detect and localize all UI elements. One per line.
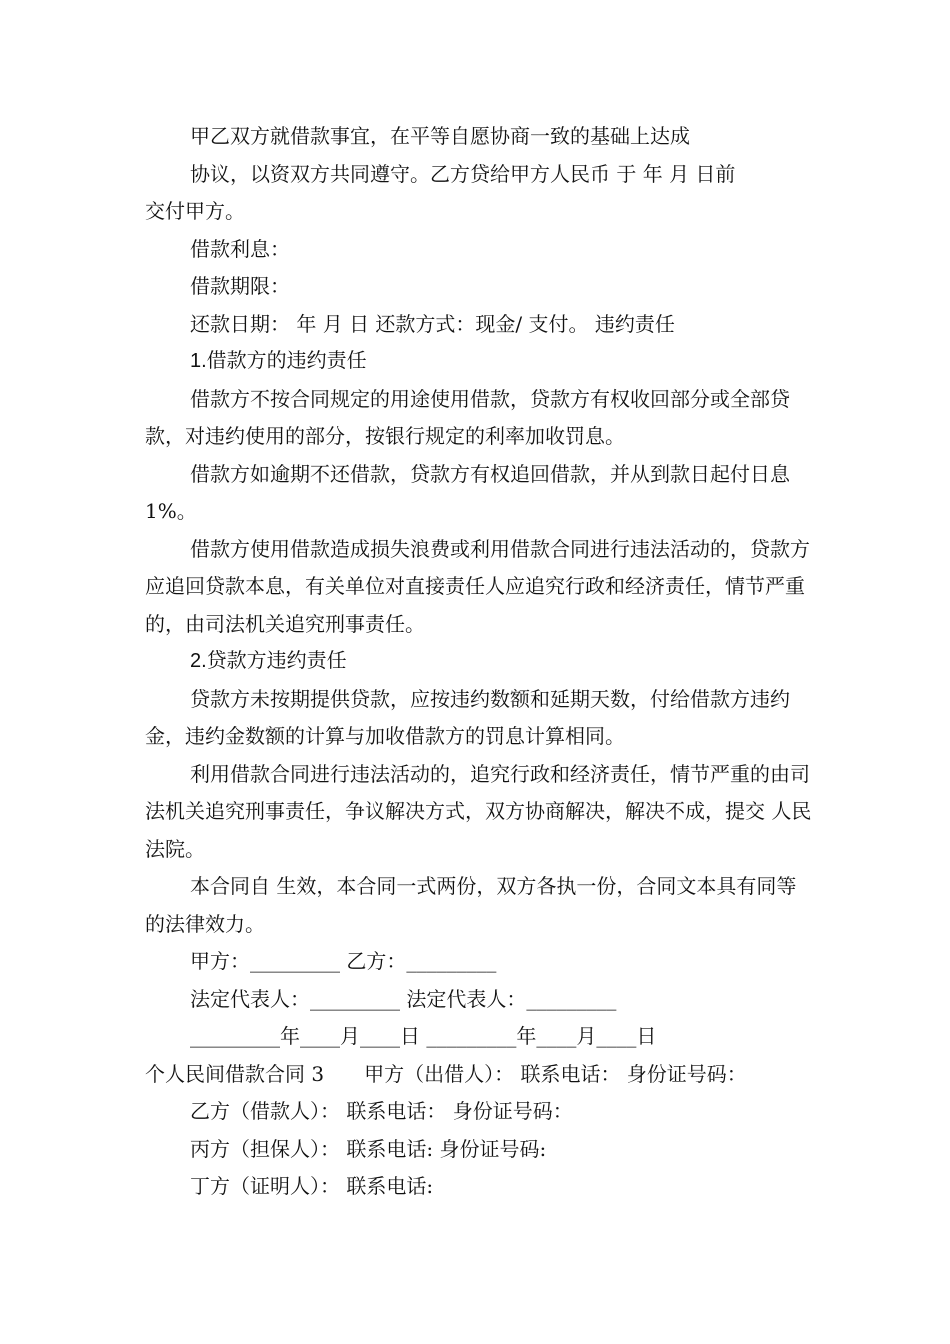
intro-line-2: 协议，以资双方共同遵守。乙方贷给甲方人民币 于 年 月 日前 <box>190 161 736 186</box>
contract-3-witness-line: 丁方（证明人）： 联系电话: <box>190 1174 434 1198</box>
intro-line-1: 甲乙双方就借款事宜，在平等自愿协商一致的基础上达成 <box>190 124 690 148</box>
contract-3-header-line: 个人民间借款合同 3 甲方（出借人）： 联系电话： 身份证号码： <box>145 1061 747 1086</box>
signature-parties-line: 甲方：_________ 乙方：_________ <box>190 949 497 973</box>
repayment-line: 还款日期： 年 月 日 还款方式：现金/ 支付。 违约责任 <box>190 311 675 336</box>
loan-term-line: 借款期限： <box>190 274 290 298</box>
lender-liability-clause-2: 利用借款合同进行违法活动的，追究行政和经济责任，情节严重的由司法机关追究刑事责任，争议解决方式，双方协商解决，解决不成，提交 人民法院。 <box>145 761 812 861</box>
effectiveness-clause: 本合同自 生效，本合同一式两份，双方各执一份，合同文本具有同等的法律效力。 <box>145 874 797 936</box>
signature-date-line: _________年____月____日 _________年____月____日 <box>190 1024 657 1048</box>
contract-body <box>145 118 815 1206</box>
signature-representatives-line: 法定代表人：_________ 法定代表人：_________ <box>190 986 617 1011</box>
contract-3-borrower-line: 乙方（借款人）： 联系电话： 身份证号码： <box>190 1099 573 1123</box>
intro-paragraph <box>145 118 815 231</box>
borrower-liability-clause-1: 借款方不按合同规定的用途使用借款，贷款方有权收回部分或全部贷款，对违约使用的部分，按银行规定的利率加收罚息。 <box>145 386 790 448</box>
loan-interest-line: 借款利息： <box>190 236 290 261</box>
borrower-liability-heading: 1.借款方的违约责任 <box>190 350 367 372</box>
lender-liability-clause-1: 贷款方未按期提供贷款，应按违约数额和延期天数，付给借款方违约金，违约金数额的计算与加收借款方的罚息计算相同。 <box>145 686 790 748</box>
intro-line-3: 交付甲方。 <box>145 199 245 223</box>
lender-liability-heading: 2.贷款方违约责任 <box>190 650 347 672</box>
borrower-liability-clause-2: 借款方如逾期不还借款，贷款方有权追回借款，并从到款日起付日息 1%。 <box>145 461 790 523</box>
borrower-liability-clause-3: 借款方使用借款造成损失浪费或利用借款合同进行违法活动的，贷款方应追回贷款本息，有关单位对直接责任人应追究行政和经济责任，情节严重的，由司法机关追究刑事责任。 <box>145 536 810 636</box>
contract-3-guarantor-line: 丙方（担保人）： 联系电话: 身份证号码: <box>190 1136 547 1161</box>
